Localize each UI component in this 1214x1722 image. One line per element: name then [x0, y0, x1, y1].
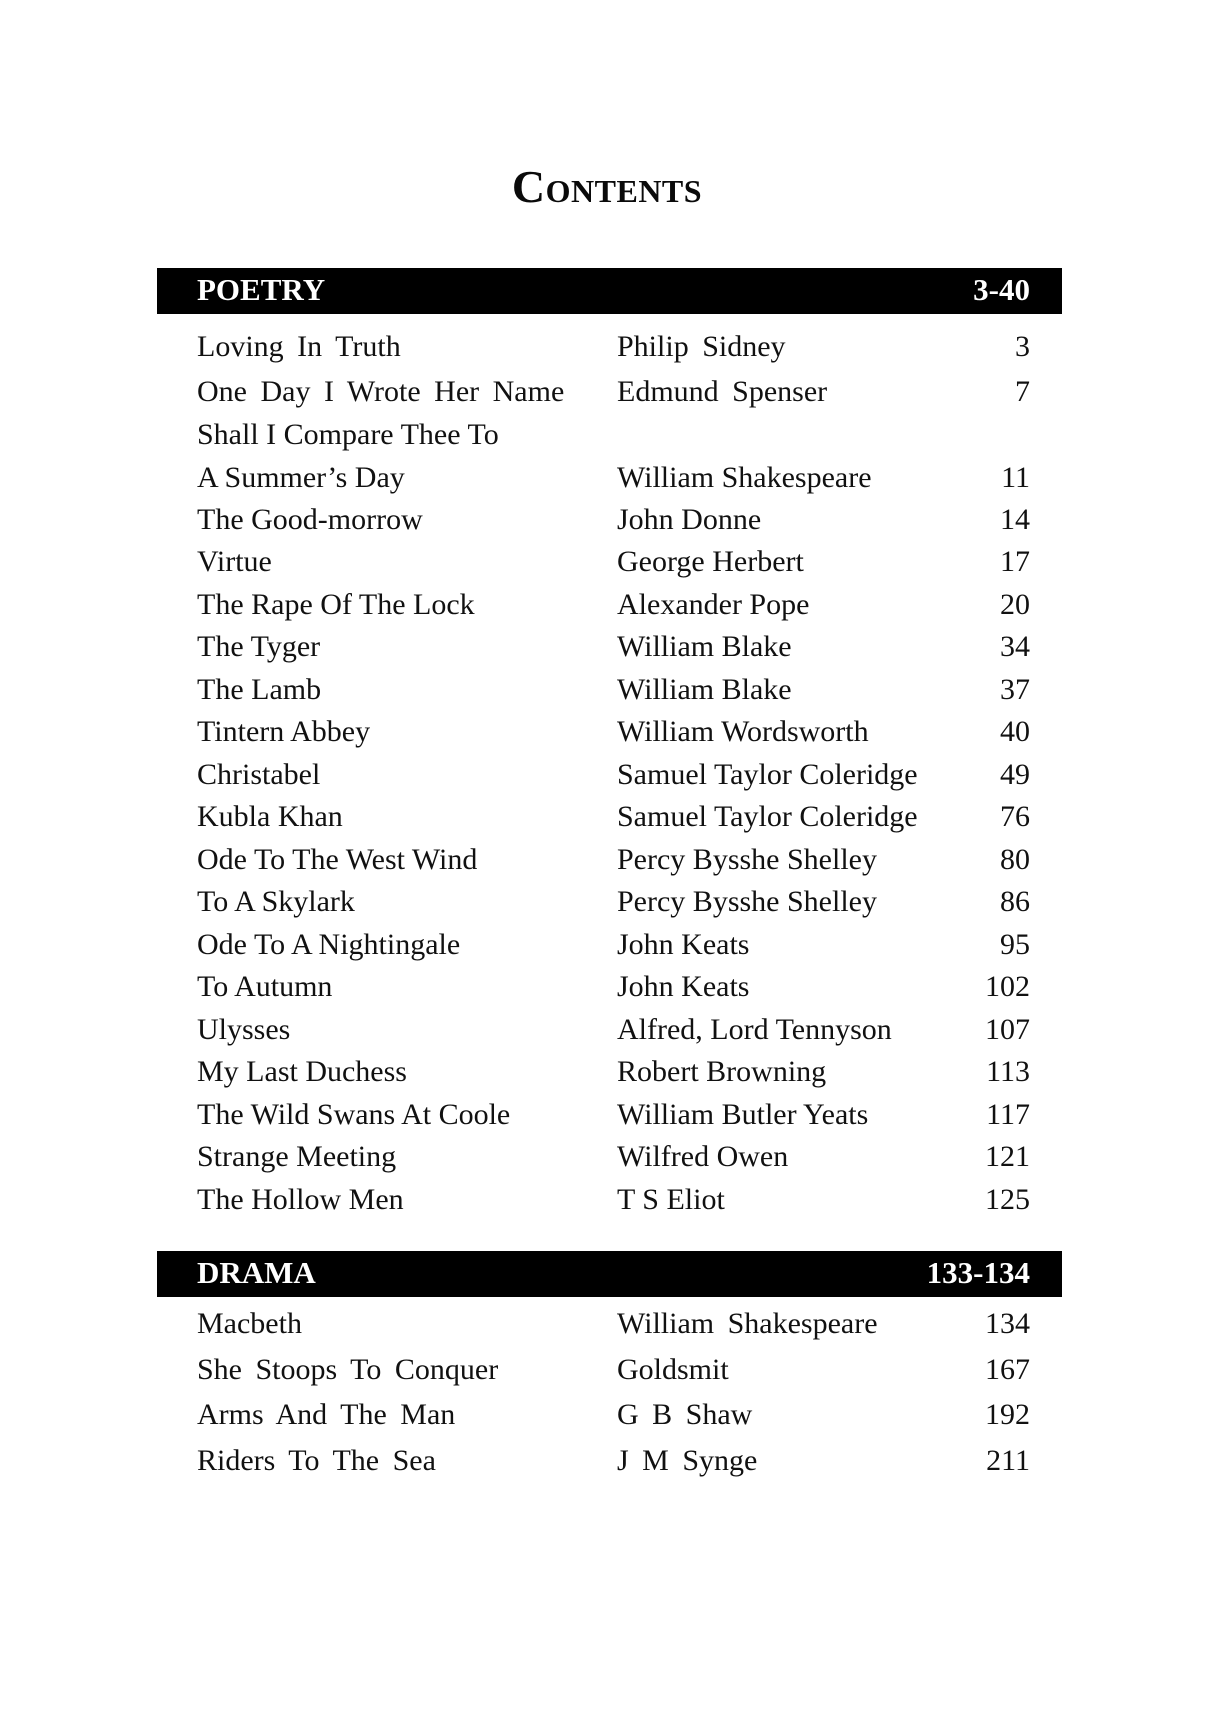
entry-title: Strange Meeting — [197, 1140, 397, 1173]
entry-title: Tintern Abbey — [197, 715, 371, 748]
toc-entry[interactable] — [0, 754, 1214, 796]
toc-entry[interactable] — [0, 1179, 1214, 1221]
section-label: POETRY — [197, 272, 326, 307]
entry-title: She Stoops To Conquer — [197, 1353, 499, 1386]
section-label: DRAMA — [197, 1255, 316, 1290]
entry-page: 117 — [986, 1098, 1030, 1131]
entry-author: Samuel Taylor Coleridge — [617, 800, 918, 833]
entry-title: To Autumn — [197, 970, 333, 1003]
entry-title: Riders To The Sea — [197, 1444, 436, 1477]
entry-page: 20 — [1000, 588, 1030, 621]
entry-page: 192 — [985, 1398, 1030, 1431]
toc-entry[interactable] — [0, 326, 1214, 368]
entry-page: 167 — [985, 1353, 1030, 1386]
entry-author: Alexander Pope — [617, 588, 810, 621]
toc-entry[interactable] — [0, 924, 1214, 966]
entry-page: 49 — [1000, 758, 1030, 791]
entry-title: The Wild Swans At Coole — [197, 1098, 511, 1131]
entry-title: Arms And The Man — [197, 1398, 456, 1431]
entry-title: The Rape Of The Lock — [197, 588, 475, 621]
entry-author: John Donne — [617, 503, 762, 536]
entry-title: Ode To A Nightingale — [197, 928, 461, 961]
entry-author: Alfred, Lord Tennyson — [617, 1013, 892, 1046]
section-page-range: 3-40 — [973, 272, 1030, 307]
entry-page: 3 — [1015, 330, 1030, 363]
section-page-range: 133-134 — [926, 1255, 1030, 1290]
section-header-poetry — [157, 268, 1062, 314]
toc-entry[interactable] — [0, 457, 1214, 499]
toc-entry[interactable] — [0, 499, 1214, 541]
entry-title: Shall I Compare Thee To — [197, 418, 499, 451]
toc-entry[interactable] — [0, 1349, 1214, 1391]
toc-entry[interactable] — [0, 541, 1214, 583]
entry-page: 107 — [985, 1013, 1030, 1046]
toc-entry[interactable] — [0, 966, 1214, 1008]
entry-title: Loving In Truth — [197, 330, 401, 363]
entry-page: 40 — [1000, 715, 1030, 748]
entry-page: 34 — [1000, 630, 1030, 663]
entry-author: William Butler Yeats — [617, 1098, 869, 1131]
entry-title: My Last Duchess — [197, 1055, 407, 1088]
entry-page: 95 — [1000, 928, 1030, 961]
entry-author: John Keats — [617, 928, 750, 961]
entry-title: Virtue — [197, 545, 272, 578]
entry-author: Philip Sidney — [617, 330, 786, 363]
entry-title: One Day I Wrote Her Name — [197, 375, 565, 408]
toc-entry[interactable] — [0, 1303, 1214, 1345]
entry-title: The Good-morrow — [197, 503, 423, 536]
toc-entry[interactable] — [0, 414, 1214, 456]
entry-author: Robert Browning — [617, 1055, 827, 1088]
section-header-drama — [157, 1251, 1062, 1297]
entry-author: William Blake — [617, 630, 792, 663]
entry-author: J M Synge — [617, 1444, 758, 1477]
entry-page: 86 — [1000, 885, 1030, 918]
entry-author: Percy Bysshe Shelley — [617, 843, 877, 876]
entry-page: 102 — [985, 970, 1030, 1003]
entry-page: 134 — [985, 1307, 1030, 1340]
entry-author: Samuel Taylor Coleridge — [617, 758, 918, 791]
entry-title: The Tyger — [197, 630, 321, 663]
entry-author: John Keats — [617, 970, 750, 1003]
entry-author: Edmund Spenser — [617, 375, 828, 408]
entry-author: T S Eliot — [617, 1183, 725, 1216]
toc-entry[interactable] — [0, 881, 1214, 923]
entry-title: Ode To The West Wind — [197, 843, 478, 876]
entry-author: George Herbert — [617, 545, 804, 578]
page-title: Contents — [511, 161, 703, 212]
entry-title: The Lamb — [197, 673, 322, 706]
toc-entry[interactable] — [0, 711, 1214, 753]
toc-entry[interactable] — [0, 1136, 1214, 1178]
toc-entry[interactable] — [0, 669, 1214, 711]
toc-entry[interactable] — [0, 839, 1214, 881]
entry-title: Kubla Khan — [197, 800, 343, 833]
entry-title: Ulysses — [197, 1013, 291, 1046]
entry-title: A Summer’s Day — [197, 461, 405, 494]
entry-author: Goldsmit — [617, 1353, 729, 1386]
entry-page: 80 — [1000, 843, 1030, 876]
entry-page: 76 — [1000, 800, 1030, 833]
toc-entry[interactable] — [0, 371, 1214, 413]
entry-page: 113 — [986, 1055, 1030, 1088]
entry-page: 37 — [1000, 673, 1030, 706]
entry-author: Wilfred Owen — [617, 1140, 789, 1173]
entry-author: G B Shaw — [617, 1398, 753, 1431]
toc-entry[interactable] — [0, 1094, 1214, 1136]
entry-page: 11 — [1001, 461, 1030, 494]
entry-author: William Shakespeare — [617, 1307, 878, 1340]
entry-page: 211 — [986, 1444, 1030, 1477]
entry-author: William Blake — [617, 673, 792, 706]
toc-entry[interactable] — [0, 584, 1214, 626]
toc-entry[interactable] — [0, 796, 1214, 838]
entry-page: 17 — [1000, 545, 1030, 578]
toc-entry[interactable] — [0, 1394, 1214, 1436]
toc-entry[interactable] — [0, 1051, 1214, 1093]
toc-entry[interactable] — [0, 626, 1214, 668]
entry-page: 121 — [985, 1140, 1030, 1173]
entry-page: 14 — [1000, 503, 1030, 536]
entry-author: William Wordsworth — [617, 715, 869, 748]
entry-title: The Hollow Men — [197, 1183, 404, 1216]
entry-title: Macbeth — [197, 1307, 302, 1340]
toc-entry[interactable] — [0, 1440, 1214, 1482]
entry-title: To A Skylark — [197, 885, 355, 918]
entry-author: William Shakespeare — [617, 461, 872, 494]
entry-author: Percy Bysshe Shelley — [617, 885, 877, 918]
entry-page: 125 — [985, 1183, 1030, 1216]
toc-entry[interactable] — [0, 1009, 1214, 1051]
entry-page: 7 — [1015, 375, 1030, 408]
entry-title: Christabel — [197, 758, 321, 791]
